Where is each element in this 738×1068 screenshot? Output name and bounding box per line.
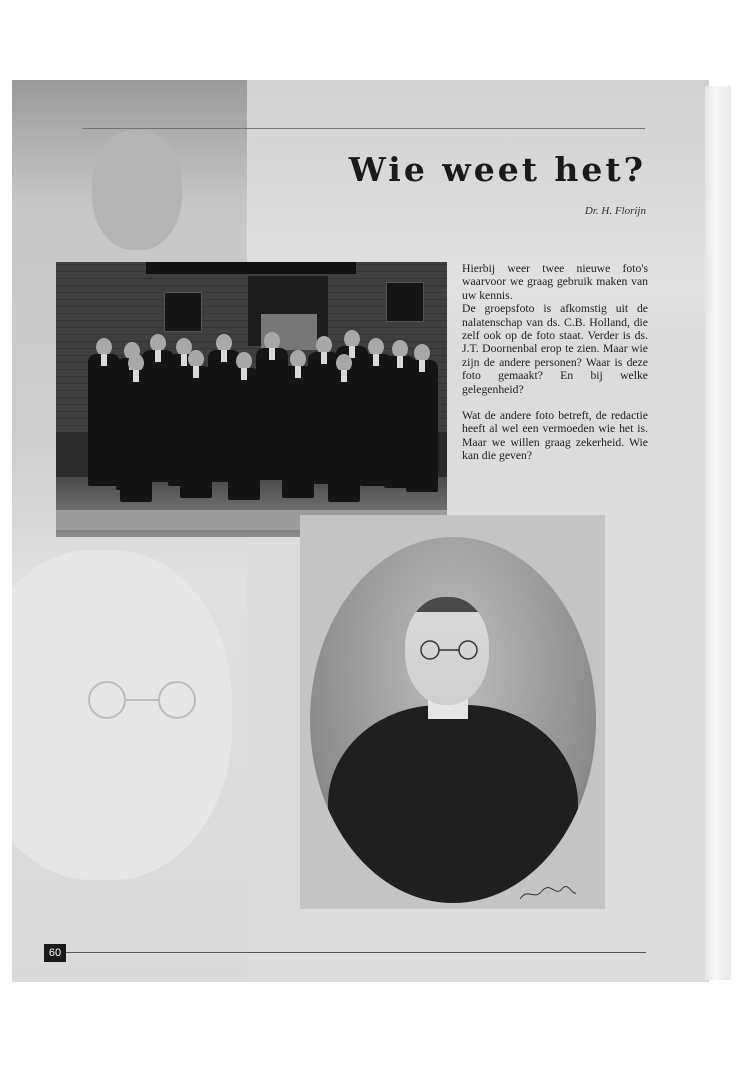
person [404, 344, 440, 492]
person [118, 354, 154, 502]
portrait-photo [300, 515, 605, 909]
paragraph-2: De groepsfoto is afkomstig uit de nalatenschap van ds. C.B. Holland, die zelf ook op de foto staat. Verder is ds. J.T. Doornenbal erop te zien. Maar wie zijn de andere personen? Waar is deze foto gemaakt? En bij welke gelegenheid? [462, 302, 648, 396]
paragraph-1: Hierbij weer twee nieuwe foto's waarvoor we graag gebruik maken van uw kennis. [462, 262, 648, 302]
clergy-robe [328, 705, 578, 903]
page-edge [705, 86, 731, 980]
article-body [462, 262, 648, 463]
person [280, 350, 316, 498]
ceiling-beam [146, 262, 356, 274]
person [178, 350, 214, 498]
photographer-signature [518, 883, 578, 903]
bottom-rule [66, 952, 646, 953]
portrait-oval [310, 537, 596, 903]
article-author: Dr. H. Florijn [584, 205, 646, 217]
person [326, 354, 362, 502]
page-number: 60 [44, 944, 66, 962]
article-title: Wie weet het? [348, 150, 646, 189]
person [226, 352, 262, 500]
round-glasses-icon [410, 639, 488, 661]
paragraph-3: Wat de andere foto betreft, de redactie heeft al wel een vermoeden wie het is. Maar we willen graag zekerheid. Wie kan die geven? [462, 409, 648, 463]
top-rule [82, 128, 645, 129]
background-glasses-icon [67, 680, 217, 720]
group-photo [56, 262, 447, 537]
background-face [92, 130, 182, 250]
hymn-board-left [164, 292, 202, 332]
hymn-board-right [386, 282, 424, 322]
